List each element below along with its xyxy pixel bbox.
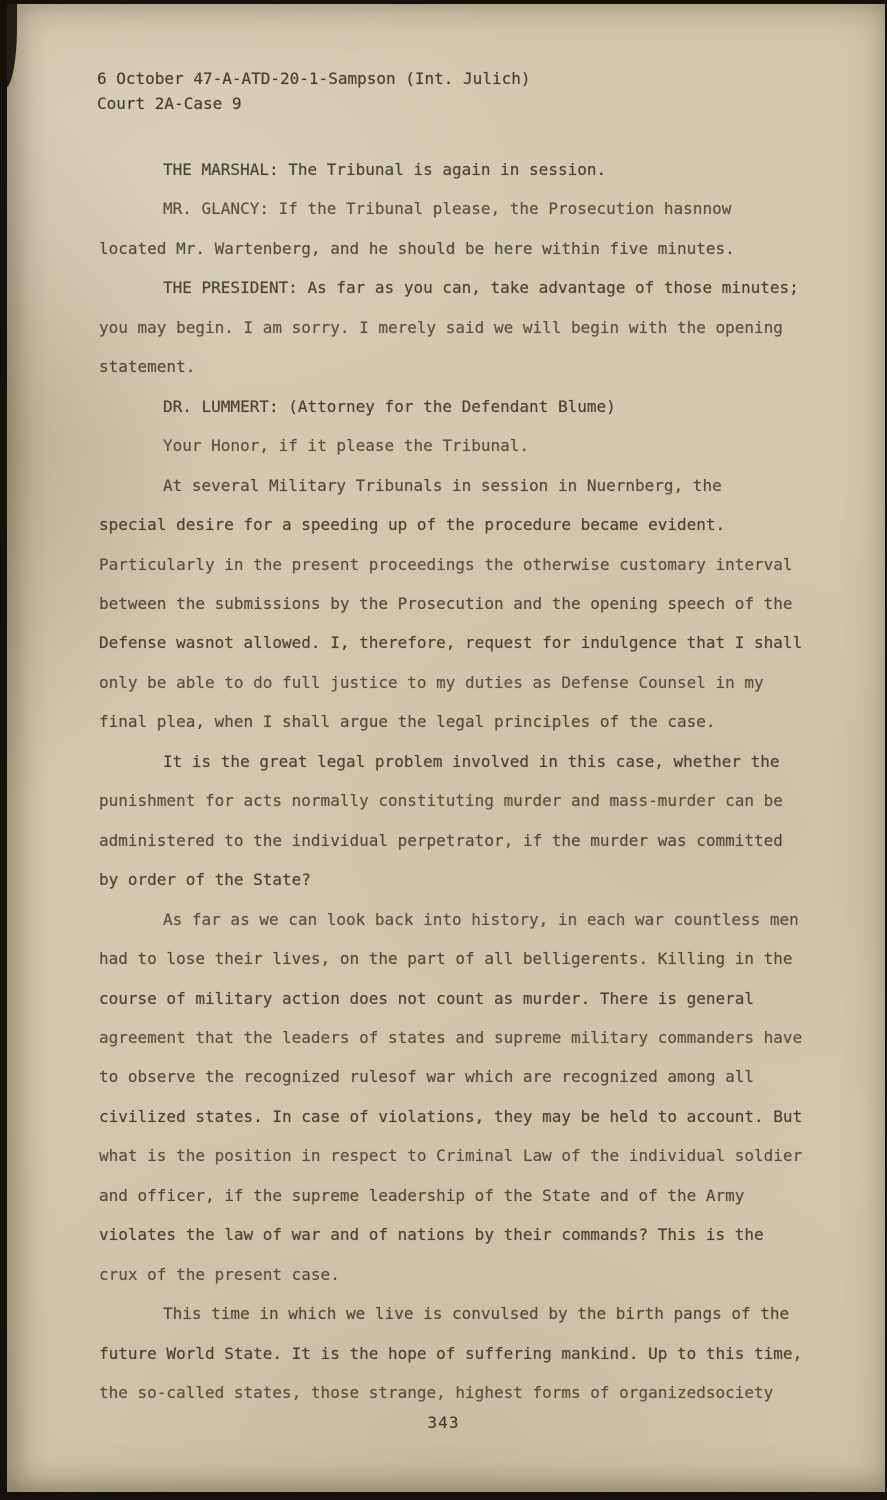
- page-number: 343: [427, 1413, 460, 1432]
- text-line: future World State. It is the hope of suffering mankind. Up to this time,: [99, 1343, 803, 1363]
- header-line-1: 6 October 47-A-ATD-20-1-Sampson (Int. Julich): [97, 69, 531, 88]
- text-line: by order of the State?: [99, 870, 311, 890]
- text-line: the so-called states, those strange, highest forms of organizedsociety: [99, 1383, 774, 1403]
- text-line: civilized states. In case of violations, they may be held to account. But: [99, 1106, 803, 1126]
- text-line: and officer, if the supreme leadership of the State and of the Army: [99, 1185, 745, 1205]
- text-line: agreement that the leaders of states and supreme military commanders have: [99, 1027, 803, 1047]
- text-line: punishment for acts normally constituting murder and mass-murder can be: [99, 791, 783, 811]
- text-line: to observe the recognized rulesof war which are recognized among all: [99, 1067, 755, 1087]
- text-line: Defense wasnot allowed. I, therefore, request for indulgence that I shall: [99, 633, 803, 653]
- text-line: DR. LUMMERT: (Attorney for the Defendant Blume): [163, 396, 616, 416]
- document-header: [97, 66, 530, 116]
- text-line: It is the great legal problem involved in this case, whether the: [163, 751, 780, 771]
- text-line: THE MARSHAL: The Tribunal is again in session.: [163, 160, 607, 179]
- text-line: located Mr. Wartenberg, and he should be here within five minutes.: [99, 238, 735, 258]
- text-line: THE PRESIDENT: As far as you can, take advantage of those minutes;: [163, 278, 799, 298]
- text-line: had to lose their lives, on the part of all belligerents. Killing in the: [99, 949, 793, 969]
- text-line: statement.: [99, 357, 196, 377]
- text-line: special desire for a speeding up of the procedure became evident.: [99, 515, 726, 535]
- header-line-2: Court 2A-Case 9: [97, 94, 242, 113]
- text-line: Particularly in the present proceedings the otherwise customary interval: [99, 554, 793, 574]
- text-line: what is the position in respect to Criminal Law of the individual soldier: [99, 1146, 803, 1166]
- text-line: you may begin. I am sorry. I merely said we will begin with the opening: [99, 317, 783, 337]
- text-line: final plea, when I shall argue the legal principles of the case.: [99, 712, 716, 732]
- text-line: Your Honor, if it please the Tribunal.: [163, 436, 530, 456]
- text-line: only be able to do full justice to my duties as Defense Counsel in my: [99, 672, 764, 692]
- text-line: crux of the present case.: [99, 1264, 340, 1284]
- text-line: administered to the individual perpetrator, if the murder was committed: [99, 830, 783, 850]
- text-line: MR. GLANCY: If the Tribunal please, the Prosecution hasnnow: [163, 199, 732, 219]
- text-line: At several Military Tribunals in session in Nuernberg, the: [163, 475, 722, 495]
- text-line: between the submissions by the Prosecution and the opening speech of the: [99, 593, 793, 613]
- text-line: As far as we can look back into history, in each war countless men: [163, 909, 799, 929]
- body-text: [99, 150, 815, 1413]
- text-line: course of military action does not count as murder. There is general: [99, 988, 755, 1008]
- text-line: This time in which we live is convulsed by the birth pangs of the: [163, 1304, 790, 1324]
- text-line: violates the law of war and of nations by their commands? This is the: [99, 1225, 764, 1245]
